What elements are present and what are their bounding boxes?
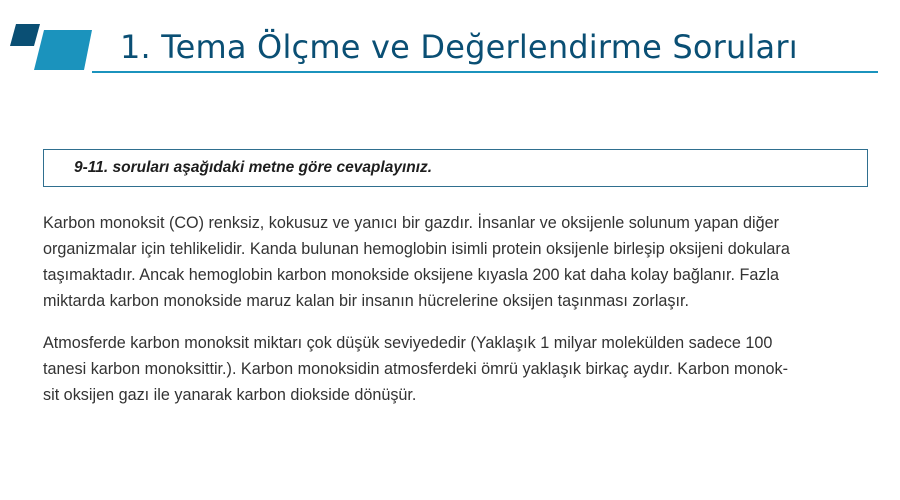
page-header [0,0,900,76]
passage-line: Karbon monoksit (CO) renksiz, kokusuz ve yanıcı bir gazdır. İnsanlar ve oksijenle solunum yapan diğer [43,214,779,232]
passage-line: miktarda karbon monokside maruz kalan bir insanın hücrelerine oksijen taşınması zorlaşır. [43,292,689,310]
reading-passage [43,210,871,408]
passage-line: sit oksijen gazı ile yanarak karbon diokside dönüşür. [43,386,417,404]
header-logo-icon [0,22,94,72]
paragraph-2 [43,330,871,408]
paragraph-1 [43,210,871,314]
passage-line: Atmosferde karbon monoksit miktarı çok düşük seviyededir (Yaklaşık 1 milyar molekülden sadece 100 [43,334,773,352]
header-divider [92,71,878,73]
passage-line: tanesi karbon monoksittir.). Karbon monoksidin atmosferdeki ömrü yaklaşık birkaç aydır. Karbon monok- [43,360,788,378]
instruction-box [43,149,868,187]
page-title: 1. Tema Ölçme ve Değerlendirme Soruları [120,28,798,66]
passage-line: organizmalar için tehlikelidir. Kanda bulunan hemoglobin isimli protein oksijenle birleşip oksijeni dokulara [43,240,790,258]
passage-line: taşımaktadır. Ancak hemoglobin karbon monokside oksijene kıyasla 200 kat daha kolay bağlanır. Fazla [43,266,780,284]
paragraph-gap [43,314,871,330]
instruction-text: 9-11. soruları aşağıdaki metne göre cevaplayınız. [74,159,433,176]
